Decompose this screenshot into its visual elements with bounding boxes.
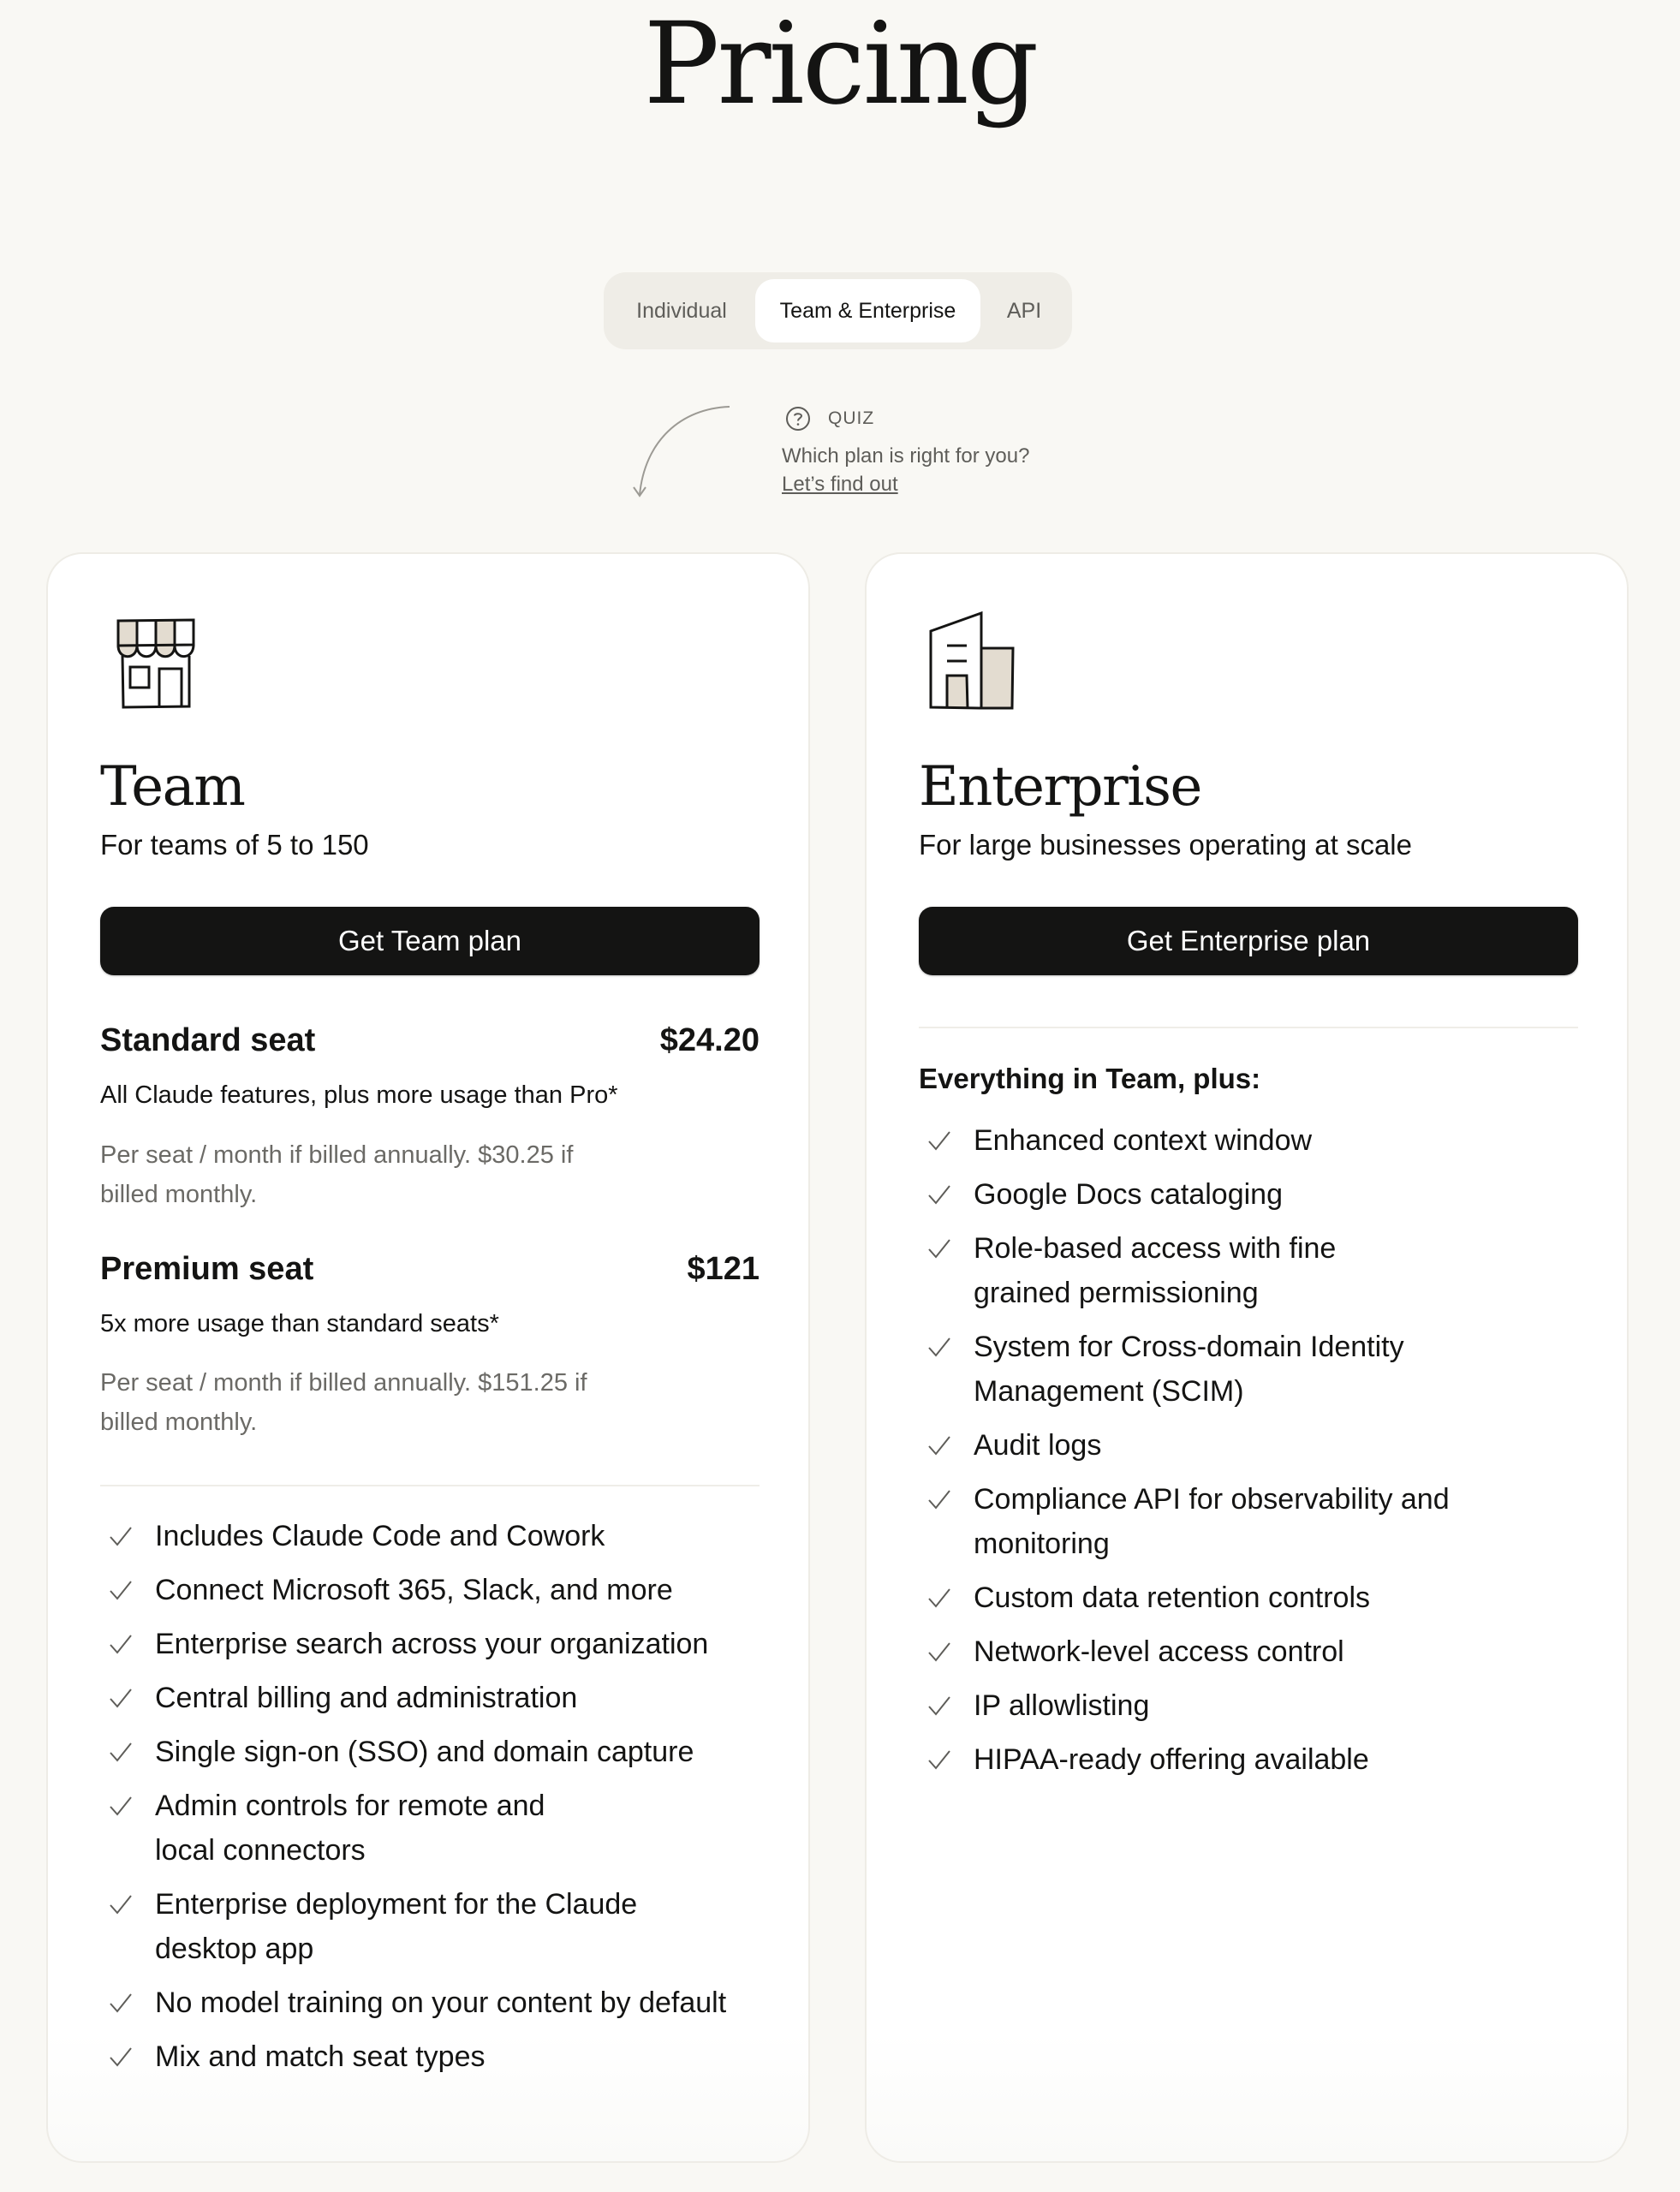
seat-billing-note: Per seat / month if billed annually. $30.25 if billed monthly. (100, 1141, 574, 1208)
checkmark-icon (927, 1183, 951, 1206)
seat-name: Premium seat (100, 1251, 314, 1287)
feature-item: Admin controls for remote and local connectors (100, 1784, 583, 1873)
feature-item: Enhanced context window (919, 1118, 1578, 1163)
checkmark-icon (109, 1579, 133, 1601)
feature-item: Custom data retention controls (919, 1576, 1578, 1620)
feature-item: Enterprise deployment for the Claude desktop app (100, 1882, 703, 1971)
checkmark-icon (927, 1641, 951, 1663)
feature-item: Enterprise search across your organization (100, 1622, 760, 1666)
tab-api[interactable]: API (1006, 299, 1042, 323)
features-heading: Everything in Team, plus: (919, 1063, 1261, 1094)
feature-item: Audit logs (919, 1423, 1578, 1468)
plan-title: Enterprise (919, 755, 1201, 819)
checkmark-icon (109, 1893, 133, 1915)
checkmark-icon (927, 1695, 951, 1717)
divider (919, 1027, 1578, 1028)
quiz-link[interactable]: Let’s find out (782, 473, 898, 496)
feature-item: Single sign-on (SSO) and domain capture (100, 1730, 760, 1774)
checkmark-icon (927, 1748, 951, 1771)
feature-item: IP allowlisting (919, 1683, 1578, 1728)
get-team-plan-button[interactable]: Get Team plan (100, 907, 760, 975)
checkmark-icon (927, 1129, 951, 1152)
get-enterprise-plan-button[interactable]: Get Enterprise plan (919, 907, 1578, 975)
seat-price: $121 (687, 1251, 760, 1287)
office-building-icon (926, 611, 1017, 713)
feature-item: HIPAA-ready offering available (919, 1737, 1578, 1782)
seat-description: 5x more usage than standard seats* (100, 1310, 499, 1337)
checkmark-icon (109, 1795, 133, 1817)
feature-item: No model training on your content by default (100, 1981, 760, 2025)
standard-seat-row (100, 1019, 760, 1062)
seat-description: All Claude features, plus more usage than Pro* (100, 1081, 618, 1109)
curved-arrow-icon (629, 398, 741, 505)
seat-price: $24.20 (659, 1022, 760, 1058)
checkmark-icon (109, 1687, 133, 1709)
feature-item: Network-level access control (919, 1629, 1578, 1674)
page-title: Pricing (643, 0, 1037, 130)
checkmark-icon (109, 1525, 133, 1547)
checkmark-icon (109, 1992, 133, 2014)
plan-subtitle: For large businesses operating at scale (919, 829, 1412, 861)
enterprise-plan-card (865, 552, 1629, 2163)
checkmark-icon (109, 2046, 133, 2068)
seat-billing-note: Per seat / month if billed annually. $151.25 if billed monthly. (100, 1369, 587, 1436)
checkmark-icon (927, 1434, 951, 1456)
enterprise-feature-list (919, 1118, 1578, 1791)
quiz-label: QUIZ (828, 408, 875, 428)
feature-item: Google Docs cataloging (919, 1172, 1578, 1217)
quiz-question: Which plan is right for you? (782, 444, 1030, 468)
feature-item: System for Cross-domain Identity Management (SCIM) (919, 1325, 1522, 1414)
plan-title: Team (100, 755, 245, 819)
premium-seat-row (100, 1248, 760, 1290)
plan-subtitle: For teams of 5 to 150 (100, 829, 369, 861)
feature-item: Connect Microsoft 365, Slack, and more (100, 1568, 760, 1612)
checkmark-icon (109, 1633, 133, 1655)
feature-item: Central billing and administration (100, 1676, 760, 1720)
feature-item: Compliance API for observability and monitoring (919, 1477, 1522, 1566)
checkmark-icon (927, 1237, 951, 1260)
feature-item: Mix and match seat types (100, 2034, 760, 2079)
checkmark-icon (927, 1587, 951, 1609)
tab-team-enterprise[interactable]: Team & Enterprise (755, 279, 980, 342)
question-circle-icon (785, 406, 811, 432)
feature-item: Includes Claude Code and Cowork (100, 1514, 760, 1558)
team-plan-card (46, 552, 810, 2163)
feature-item: Role-based access with fine grained permissioning (919, 1226, 1419, 1315)
checkmark-icon (927, 1488, 951, 1510)
seat-name: Standard seat (100, 1022, 316, 1058)
tab-individual[interactable]: Individual (636, 299, 727, 323)
storefront-icon (113, 617, 199, 710)
checkmark-icon (927, 1336, 951, 1358)
plan-type-tabs (604, 272, 1072, 349)
team-feature-list (100, 1514, 760, 2088)
divider (100, 1485, 760, 1486)
checkmark-icon (109, 1741, 133, 1763)
